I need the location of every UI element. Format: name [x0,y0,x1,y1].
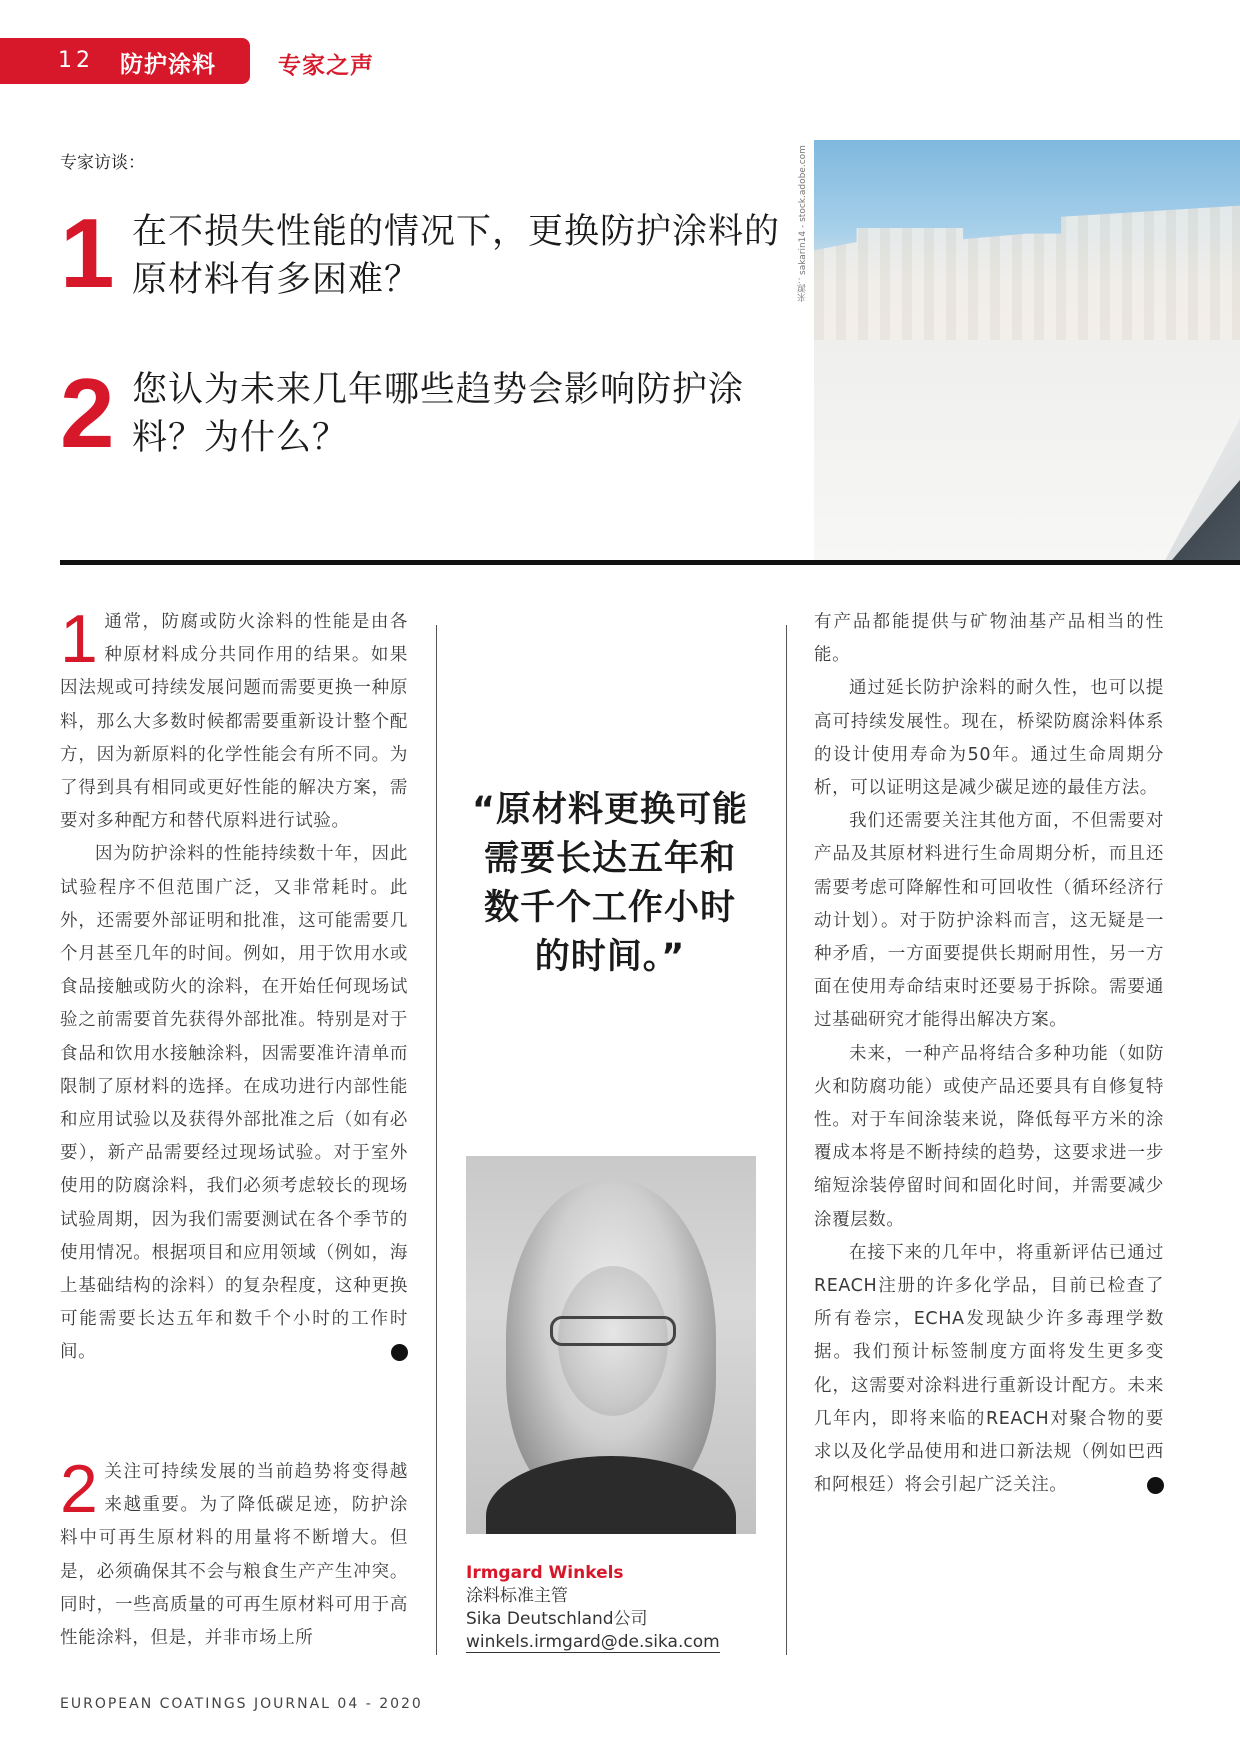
answer-2-paragraph-2: 通过延长防护涂料的耐久性，也可以提高可持续发展性。现在，桥梁防腐涂料体系的设计使用寿命为50年。通过生命周期分析，可以证明这是减少碳足迹的最佳方法。 [814,678,1164,799]
question-number-1: 1 [60,198,115,308]
portrait-caption [466,1562,720,1654]
column-rule-left [436,625,437,1655]
footer-journal: EUROPEAN COATINGS JOURNAL 04 - 2020 [60,1696,423,1712]
expert-name: Irmgard Winkels [466,1563,624,1583]
page-number: 12 [58,48,94,73]
answer-2-dropcap: 2 [60,1451,99,1527]
interview-label: 专家访谈： [60,153,145,173]
expert-email-link[interactable]: winkels.irmgard@de.sika.com [466,1632,720,1652]
end-of-answer-icon: ❮ [1147,1477,1164,1494]
question-text-2: 您认为未来几年哪些趋势会影响防护涂料？为什么？ [132,370,745,458]
expert-portrait [466,1156,756,1534]
answer-2-paragraph-4: 未来，一种产品将结合多种功能（如防火和防腐功能）或使产品还要具有自修复特性。对于车间涂装来说，降低每平方米的涂覆成本将是不断持续的趋势，这要求进一步缩短涂装停留时间和固化时间，并需要减少涂覆层数。 [814,1043,1164,1230]
section-title: 防护涂料 [120,52,216,78]
section-divider [60,560,1240,565]
answer-2-paragraph-1: 2 关注可持续发展的当前趋势将变得越来越重要。为了降低碳足迹，防护涂料中可再生原材料的用量将不断增大。但是，必须确保其不会与粮食生产产生冲突。同时，一些高质量的可再生原材料可用于高性能涂料，但是，并非市场上所 [60,1451,408,1649]
answer-1-paragraph-2: 因为防护涂料的性能持续数十年，因此试验程序不但范围广泛，又非常耗时。此外，还需要外部证明和批准，这可能需要几个月甚至几年的时间。例如，用于饮用水或食品接触或防火的涂料，在开始任何现场试验之前需要首先获得外部批准。特别是对于食品和饮用水接触涂料，因需要准许清单而限制了原材料的选择。在成功进行内部性能和应用试验以及获得外部批准之后（如有必要），新产品需要经过现场试验。对于室外使用的防腐涂料，我们必须考虑较长的现场试验周期，因为我们需要测试在各个季节的使用情况。根据项目和应用领域（例如，海上基础结构的涂料）的复杂程度，这种更换可能需要长达五年和数千个小时的工作时间。 ❮ [60,844,436,1363]
subsection-title: 专家之声 [278,53,374,79]
answer-2-continuation: 有产品都能提供与矿物油基产品相当的性能。 [814,612,1164,666]
column-rule-right [786,625,787,1655]
question-number-2: 2 [60,358,115,468]
answer-2-paragraph-3: 我们还需要关注其他方面，不但需要对产品及其原材料进行生命周期分析，而且还需要考虑可降解性和可回收性（循环经济行动计划）。对于防护涂料而言，这无疑是一种矛盾，一方面要提供长期耐用性，另一方面在使用寿命结束时还要易于拆除。需要通过基础研究才能得出解决方案。 [814,811,1164,1031]
question-text-1: 在不损失性能的情况下，更换防护涂料的原材料有多困难？ [132,212,781,300]
expert-title: 涂料标准主管 [466,1586,568,1606]
answer-1-paragraph-1: 1 通常，防腐或防火涂料的性能是由各种原材料成分共同作用的结果。如果因法规或可持续发展问题而需要更换一种原料，那么大多数时候都需要重新设计整个配方，因为新原料的化学性能会有所不同。为了得到具有相同或更好性能的解决方案，需要对多种配方和替代原料进行试验。 [60,601,408,832]
photo-credit: 来源：sakarin14 - stock.adobe.com [798,145,808,302]
answer-2-block [60,1451,408,1655]
pull-quote: “原材料更换可能需要长达五年和数千个工作小时的时间。” [471,790,748,977]
building-photo [814,140,1240,560]
answer-2-paragraph-5: 在接下来的几年中，将重新评估已通过REACH注册的许多化学品，目前已检查了所有卷宗，ECHA发现缺少许多毒理学数据。我们预计标签制度方面将发生更多变化，这需要对涂料进行重新设计配方。未来几年内，即将来临的REACH对聚合物的要求以及化学品使用和进口新法规（例如巴西和阿根廷）将会引起广泛关注。 ❮ [814,1242,1192,1496]
expert-company: Sika Deutschland公司 [466,1609,648,1629]
end-of-answer-icon: ❮ [391,1344,408,1361]
answer-2-continued [814,606,1192,1502]
answer-1-dropcap: 1 [60,601,99,677]
answer-1-block [60,601,436,1370]
